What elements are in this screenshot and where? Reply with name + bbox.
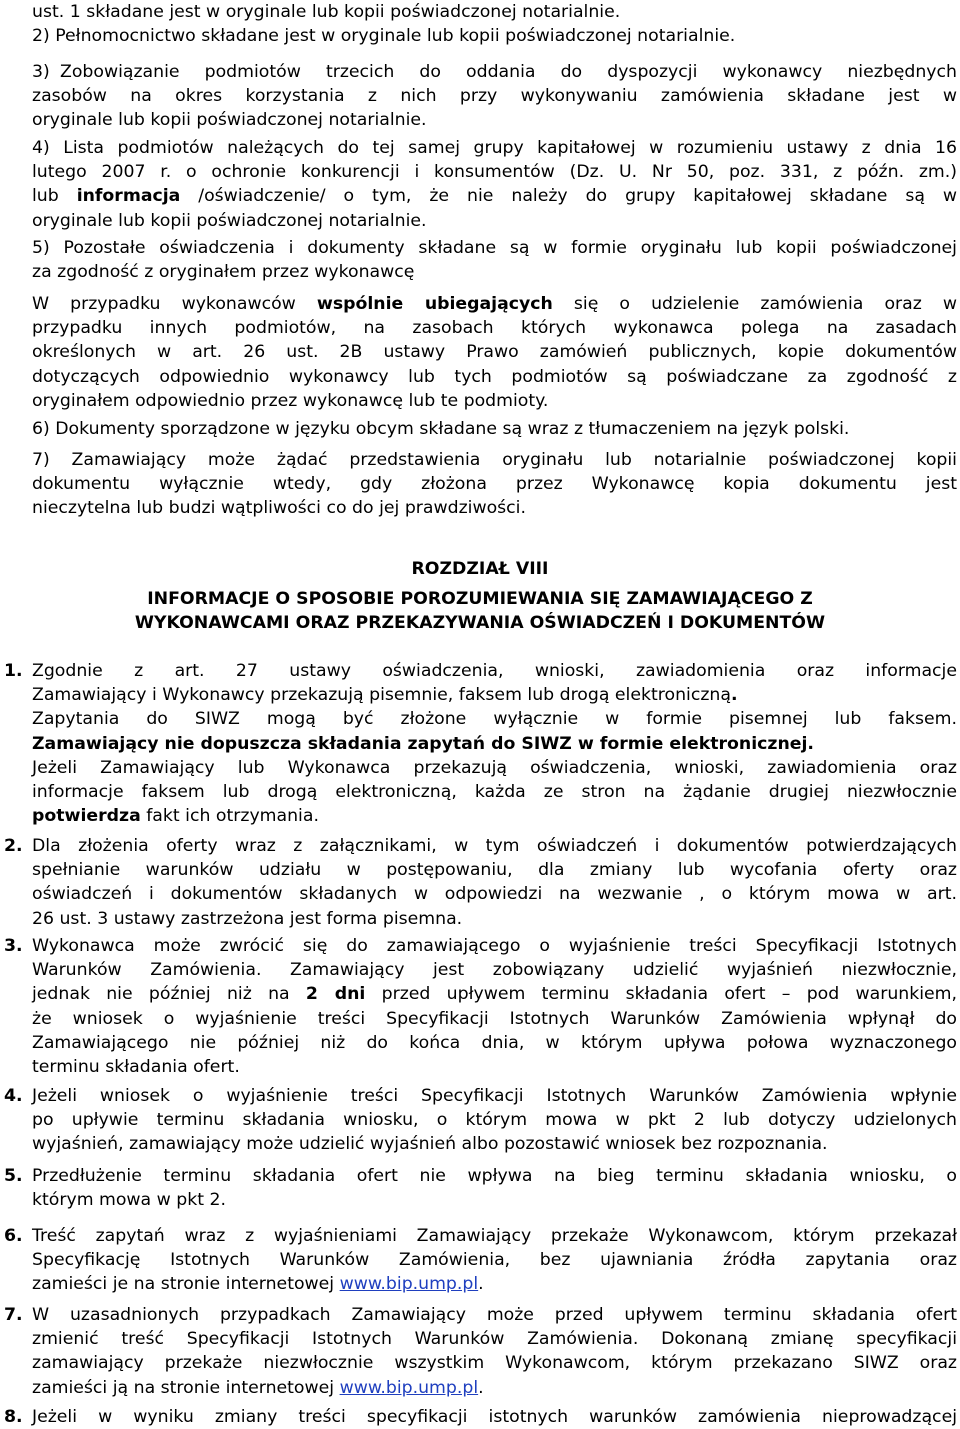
item-6: Treść zapytań wraz z wyjaśnieniami Zamawiający przekaże Wykonawcom, którym przekazał Specyfikację Istotnych Warunków Zamówienia, bez ujawniania źródła zapytania oraz zamieści je na stronie internetowej www.bip.ump.pl. bbox=[32, 1226, 957, 1295]
item-8: Jeżeli w wyniku zmiany treści specyfikacji istotnych warunków zamówienia nieprowadzącej bbox=[32, 1407, 957, 1427]
item-5-number: 5. bbox=[4, 1166, 23, 1186]
bip-website-link[interactable]: www.bip.ump.pl bbox=[339, 1274, 479, 1295]
paragraph-4: 4) Lista podmiotów należących do tej samej grupy kapitałowej w rozumieniu ustawy z dnia 16 lutego 2007 r. o ochronie konkurencji i konsumentów (Dz. U. Nr 50, poz. 331, z późn. zm.) lub informacja /oświadczenie/ o tym, że nie należy do grupy kapitałowej składane są w oryginale lub kopii poświadczonej notarialnie. bbox=[32, 138, 958, 231]
item-6-number: 6. bbox=[4, 1226, 23, 1246]
item-8-number: 8. bbox=[4, 1407, 23, 1427]
item-3: Wykonawca może zwrócić się do zamawiającego o wyjaśnienie treści Specyfikacji Istotnych Warunków Zamówienia. Zamawiający jest zobowiązany udzielić wyjaśnień niezwłocznie, jednak nie później niż na 2 dni przed upływem terminu składania ofert – pod warunkiem, że wniosek o wyjaśnienie treści Specyfikacji Istotnych Warunków Zamówienia wpłynął do Zamawiającego nie później niż do końca dnia, w którym upływa połowa wyznaczonego terminu składania ofert. bbox=[32, 936, 958, 1078]
item-1: Zgodnie z art. 27 ustawy oświadczenia, wnioski, zawiadomienia oraz informacje Zamawiający i Wykonawcy przekazują pisemnie, faksem lub drogą elektroniczną. Zapytania do SIWZ mogą być złożone wyłącznie w formie pisemnej lub faksem. Zamawiający nie dopuszcza składania zapytań do SIWZ w formie elektronicznej. Jeżeli Zamawiający lub Wykonawca przekazują oświadczenia, wnioski, zawiadomienia oraz informacje faksem lub drogą elektroniczną, każda ze stron na żądanie drugiej niezwłocznie potwierdza fakt ich otrzymania. bbox=[32, 661, 957, 827]
item-1-bold-statement: Zamawiający nie dopuszcza składania zapytań do SIWZ w formie elektronicznej. bbox=[32, 733, 814, 754]
chapter-subtitle-line-1: INFORMACJE O SPOSOBIE POROZUMIEWANIA SIĘ ZAMAWIAJĄCEGO Z bbox=[147, 589, 813, 609]
paragraph-3-number: 3) bbox=[32, 62, 50, 82]
item-2: Dla złożenia oferty wraz z załącznikami, w tym oświadczeń i dokumentów potwierdzających spełnianie warunków udziału w postępowaniu, dla zmiany lub wycofania oferty oraz oświadczeń i dokumentów składanych w odpowiedzi na wezwanie , o którym mowa w art. 26 ust. 3 ustawy zastrzeżona jest forma pisemna. bbox=[32, 836, 957, 929]
paragraph-5: 5) Pozostałe oświadczenia i dokumenty składane są w formie oryginału lub kopii poświadczonej za zgodność z oryginałem przez wykonawcę bbox=[32, 238, 957, 283]
item-4: Jeżeli wniosek o wyjaśnienie treści Specyfikacji Istotnych Warunków Zamówienia wpłynie po upływie terminu składania wniosku, o którym mowa w pkt 2 lub dotyczy udzielonych wyjaśnień, zamawiający może udzielić wyjaśnień albo pozostawić wniosek bez rozpoznania. bbox=[32, 1086, 957, 1155]
item-7-number: 7. bbox=[4, 1305, 23, 1325]
item-1-number: 1. bbox=[4, 661, 23, 681]
chapter-title: ROZDZIAŁ VIII bbox=[411, 559, 549, 579]
bip-website-link[interactable]: www.bip.ump.pl bbox=[339, 1377, 479, 1398]
paragraph-6: 6) Dokumenty sporządzone w języku obcym składane są wraz z tłumaczeniem na język polski. bbox=[32, 419, 850, 439]
item-4-number: 4. bbox=[4, 1086, 23, 1106]
chapter-subtitle-line-2: WYKONAWCAMI ORAZ PRZEKAZYWANIA OŚWIADCZEŃ I DOKUMENTÓW bbox=[134, 613, 826, 633]
item-7: W uzasadnionych przypadkach Zamawiający może przed upływem terminu składania ofert zmienić treść Specyfikacji Istotnych Warunków Zamówienia. Dokonaną zmianę specyfikacji zamawiający przekaże niezwłocznie wszystkim Wykonawcom, którym przekazano SIWZ oraz zamieści ją na stronie internetowej www.bip.ump.pl. bbox=[32, 1305, 957, 1398]
item-2-number: 2. bbox=[4, 836, 23, 856]
paragraph-3: 3) Zobowiązanie podmiotów trzecich do oddania do dyspozycji wykonawcy niezbędnych zasobów na okres korzystania z nich przy wykonywaniu zamówienia składane jest w oryginale lub kopii poświadczonej notarialnie. bbox=[32, 62, 957, 131]
paragraph-2: 2) Pełnomocnictwo składane jest w oryginale lub kopii poświadczonej notarialnie. bbox=[32, 26, 736, 46]
item-3-number: 3. bbox=[4, 936, 23, 956]
paragraph-7: 7) Zamawiający może żądać przedstawienia oryginału lub notarialnie poświadczonej kopii dokumentu wyłącznie wtedy, gdy złożona przez Wykonawcę kopia dokumentu jest nieczytelna lub budzi wątpliwości co do jej prawdziwości. bbox=[32, 450, 957, 519]
paragraph-ust1: ust. 1 składane jest w oryginale lub kopii poświadczonej notarialnie. bbox=[32, 2, 621, 22]
paragraph-5-joint-bidders: W przypadku wykonawców wspólnie ubiegających się o udzielenie zamówienia oraz w przypadku innych podmiotów, na zasobach których wykonawca polega na zasadach określonych w art. 26 ust. 2B ustawy Prawo zamówień publicznych, kopie dokumentów dotyczących odpowiednio wykonawcy lub tych podmiotów są poświadczane za zgodność z oryginałem odpowiednio przez wykonawcę lub te podmioty. bbox=[32, 294, 958, 411]
item-5: Przedłużenie terminu składania ofert nie wpływa na bieg terminu składania wniosku, o którym mowa w pkt 2. bbox=[32, 1166, 957, 1211]
